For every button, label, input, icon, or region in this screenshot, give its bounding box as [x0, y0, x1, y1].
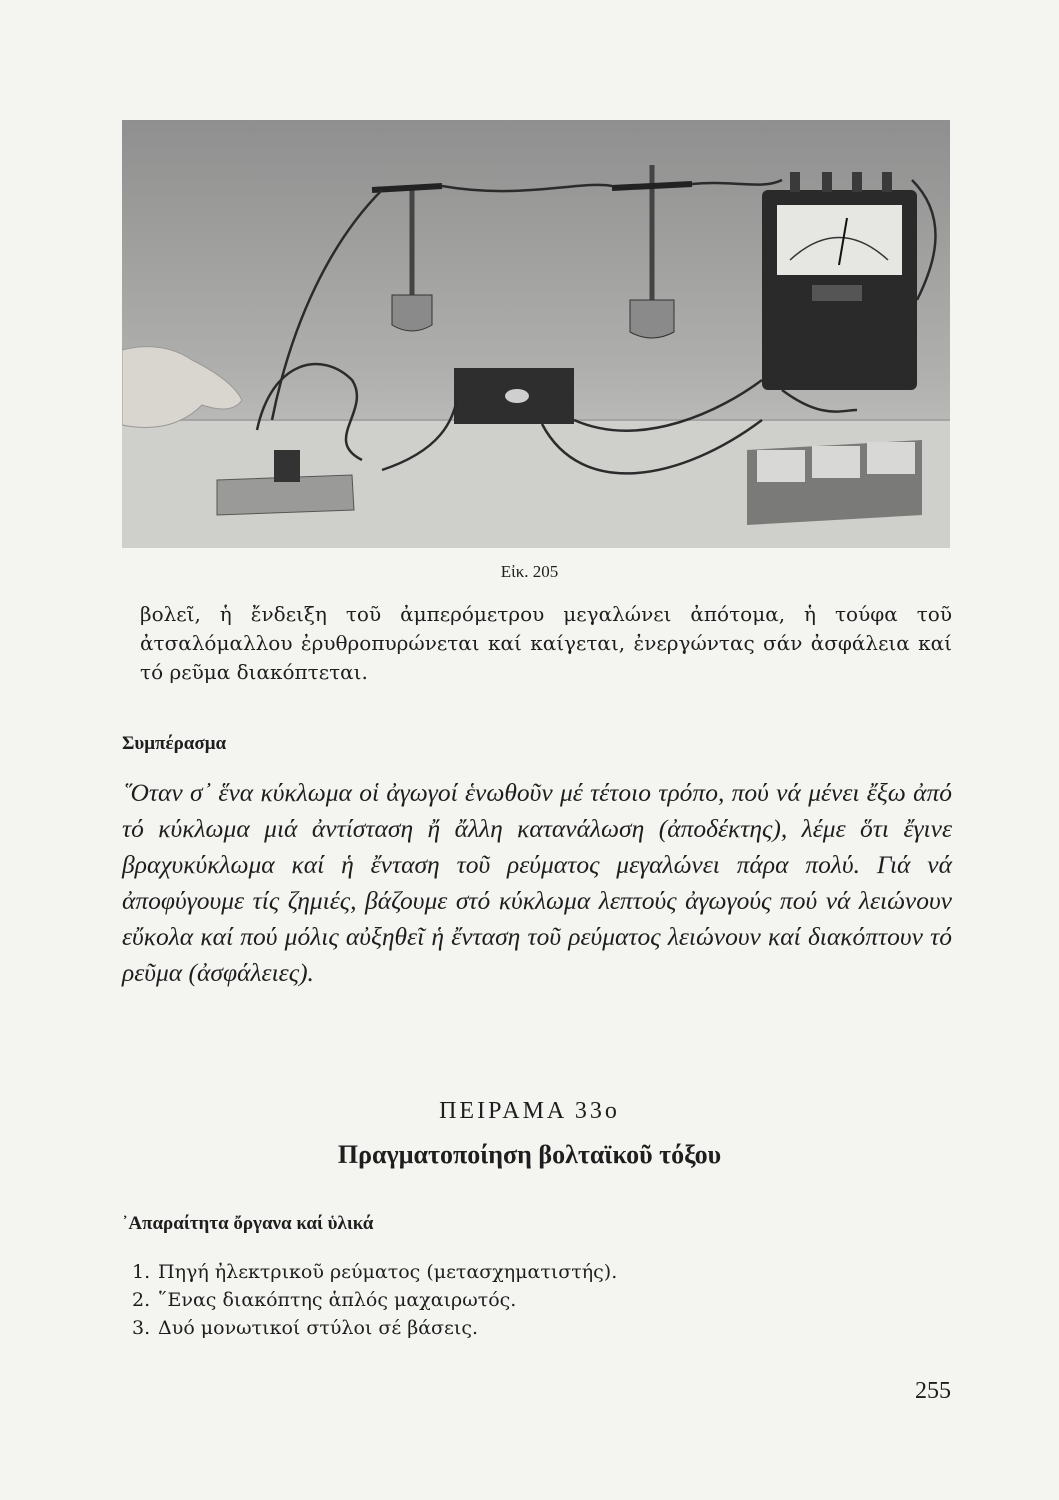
- experiment-subtitle: Πραγματοποίηση βολταϊκοῦ τόξου: [337, 1140, 722, 1169]
- list-item: 2. ῞Ενας διακόπτης ἁπλός μαχαιρωτός.: [132, 1289, 517, 1311]
- knife-switch: [454, 368, 574, 424]
- ammeter: [762, 172, 917, 390]
- experiment-title: ΠΕΙΡΑΜΑ 33ο: [439, 1098, 620, 1124]
- list-item: 1. Πηγή ἠλεκτρικοῦ ρεύματος (μετασχηματιστής).: [132, 1261, 618, 1283]
- conclusion-heading: Συμπέρασμα: [122, 733, 227, 754]
- body-paragraph: βολεῖ, ἡ ἔνδειξη τοῦ ἀμπερόμετρου μεγαλώνει ἀπότομα, ἡ τούφα τοῦ ἀτσαλόμαλλου ἐρυθροπυρώνεται καί καίγεται, ἐνεργώντας σάν ἀσφάλεια καί τό ρεῦμα διακόπτεται.: [140, 602, 952, 684]
- materials-list: [132, 1258, 617, 1342]
- page-number: 255: [915, 1378, 951, 1404]
- materials-heading: ᾿Απαραίτητα ὄργανα καί ὑλικά: [122, 1213, 374, 1234]
- figure-caption: Εἰκ. 205: [500, 562, 559, 581]
- list-item: 3. Δυό μονωτικοί στύλοι σέ βάσεις.: [132, 1317, 479, 1339]
- conclusion-text: ῞Οταν σ᾽ ἕνα κύκλωμα οἱ ἀγωγοί ἑνωθοῦν μέ τέτοιο τρόπο, πού νά μένει ἔξω ἀπό τό κύκλωμα μιά ἀντίσταση ἤ ἄλλη κατανάλωση (ἀποδέκτης), λέμε ὅτι ἔγινε βραχυκύκλωμα καί ἡ ἔνταση τοῦ ρεύματος μεγαλώνει πάρα πολύ. Γιά νά ἀποφύγουμε τίς ζημιές, βάζουμε στό κύκλωμα λεπτούς ἀγωγούς πού νά λειώνουν εὔκολα καί πού μόλις αὐξηθεῖ ἡ ἔνταση τοῦ ρεύματος λειώνουν καί διακόπτουν τό ρεῦμα (ἀσφάλειες).: [122, 778, 952, 987]
- meter-box: [747, 440, 922, 525]
- circuit-photograph: [122, 120, 950, 548]
